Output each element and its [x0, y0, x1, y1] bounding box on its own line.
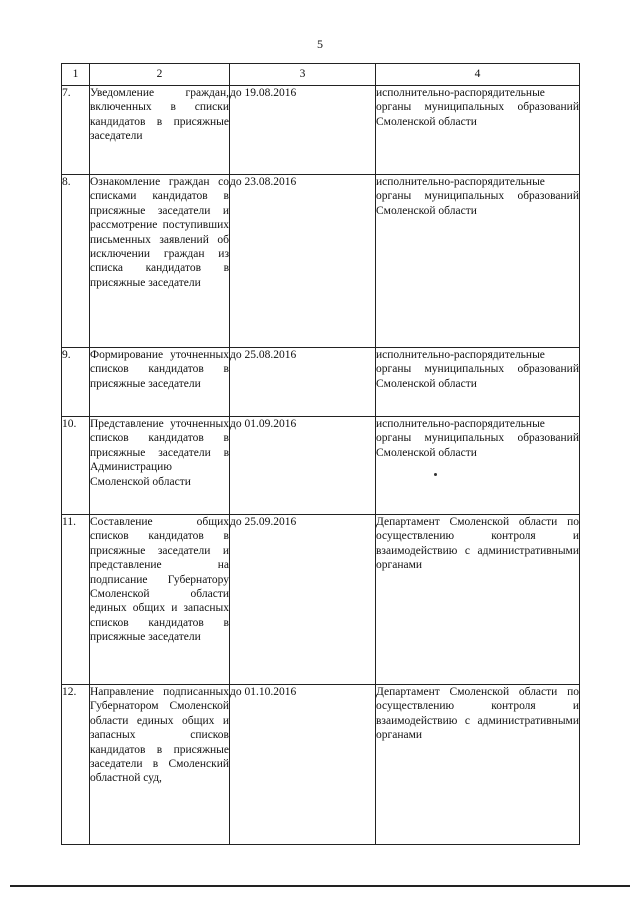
row-responsible: исполнительно-распорядительные органы муниципальных образований Смоленской области [376, 348, 580, 417]
header-col-3: 3 [230, 64, 376, 86]
table-row [62, 86, 580, 175]
row-number: 12. [62, 685, 90, 845]
row-responsible: исполнительно-распорядительные органы муниципальных образований Смоленской области [376, 86, 580, 175]
scan-speck [434, 473, 437, 476]
page-number: 5 [317, 37, 323, 51]
schedule-table [61, 63, 580, 845]
row-number: 11. [62, 515, 90, 685]
row-responsible: Департамент Смоленской области по осуществлению контроля и взаимодействию с административными органами [376, 685, 580, 845]
table-row [62, 348, 580, 417]
row-responsible: исполнительно-распорядительные органы муниципальных образований Смоленской области [376, 175, 580, 348]
table-row [62, 175, 580, 348]
table-row [62, 417, 580, 515]
table-row [62, 685, 580, 845]
header-col-4: 4 [376, 64, 580, 86]
header-col-2: 2 [90, 64, 230, 86]
row-deadline: до 01.09.2016 [230, 417, 376, 515]
row-description: Формирование уточненных списков кандидатов в присяжные заседатели [90, 348, 230, 417]
row-deadline: до 25.09.2016 [230, 515, 376, 685]
row-responsible: исполнительно-распорядительные органы муниципальных образований Смоленской области [376, 417, 580, 515]
row-description: Составление общих списков кандидатов в присяжные заседатели и представление на подписание Губернатору Смоленской области единых общих и запасных списков кандидатов в присяжные заседатели [90, 515, 230, 685]
row-description: Ознакомление граждан со списками кандидатов в присяжные заседатели и рассмотрение поступивших письменных заявлений об исключении граждан из списка кандидатов в присяжные заседатели [90, 175, 230, 348]
bottom-rule [10, 885, 630, 887]
row-responsible: Департамент Смоленской области по осуществлению контроля и взаимодействию с административными органами [376, 515, 580, 685]
row-number: 9. [62, 348, 90, 417]
row-deadline: до 25.08.2016 [230, 348, 376, 417]
row-deadline: до 19.08.2016 [230, 86, 376, 175]
row-description: Направление подписанных Губернатором Смоленской области единых общих и запасных списков кандидатов в присяжные заседатели в Смоленский областной суд, [90, 685, 230, 845]
row-number: 10. [62, 417, 90, 515]
row-description: Представление уточненных списков кандидатов в присяжные заседатели в Администрацию Смоленской области [90, 417, 230, 515]
table-header-row [62, 64, 580, 86]
row-deadline: до 01.10.2016 [230, 685, 376, 845]
header-col-1: 1 [62, 64, 90, 86]
table-row [62, 515, 580, 685]
row-description: Уведомление граждан, включенных в списки кандидатов в присяжные заседатели [90, 86, 230, 175]
row-deadline: до 23.08.2016 [230, 175, 376, 348]
row-number: 8. [62, 175, 90, 348]
row-number: 7. [62, 86, 90, 175]
